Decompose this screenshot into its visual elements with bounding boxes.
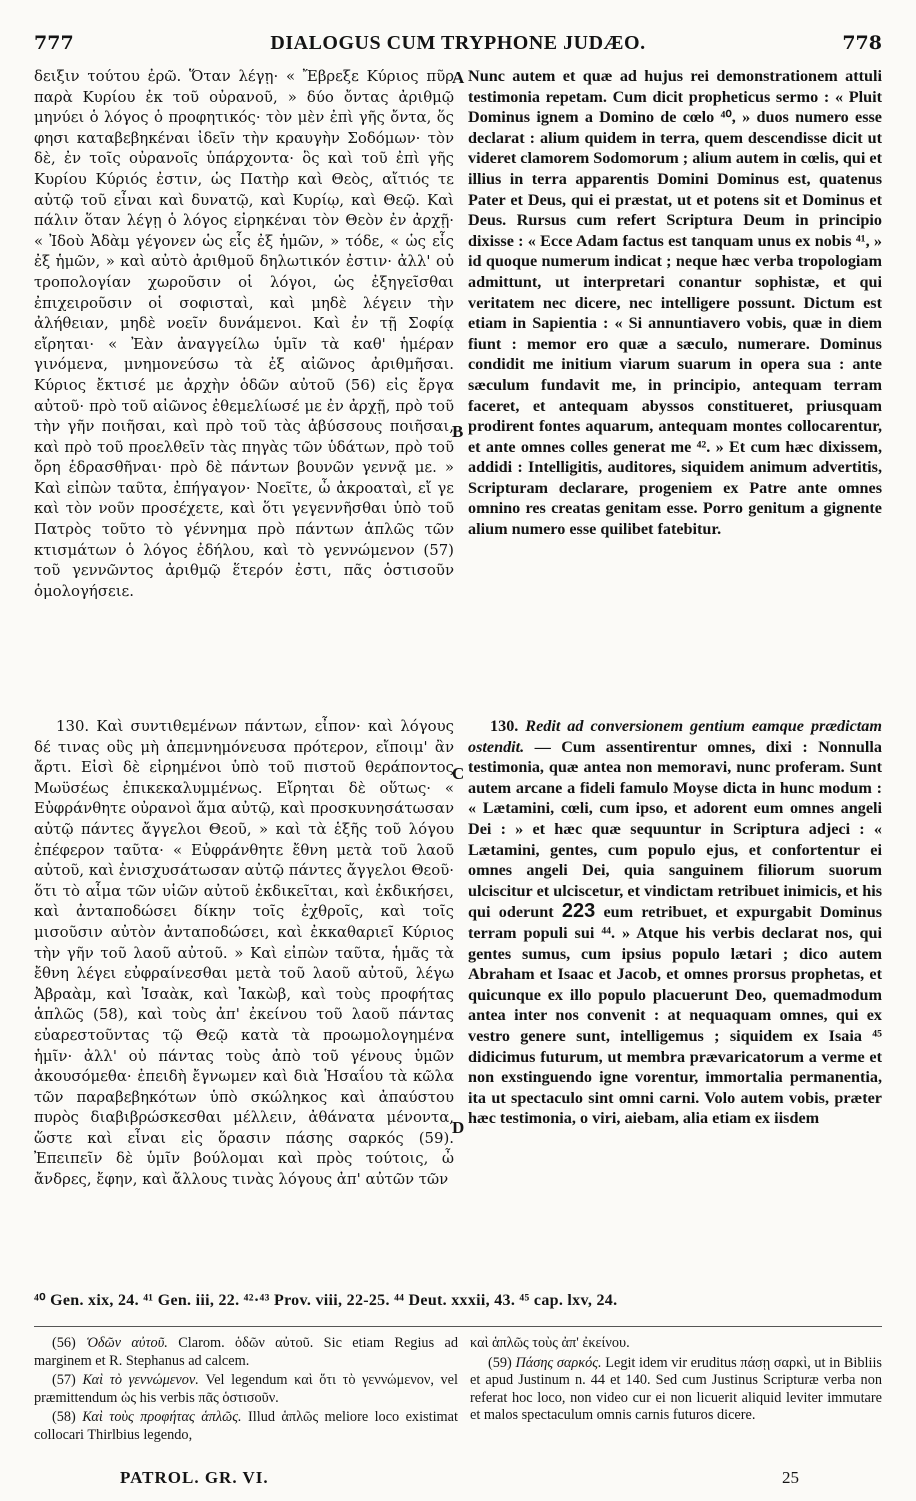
latin-text-part-b: eum retribuet, et expurgabit Dominus terram populi sui ⁴⁴. » Atque his verbis declarat nos, qui gentes sumus, cum ipsius populo lætari ; dico autem Abraham et Isaac et Jacob, et omnes prorsus prophetas, et quicunque ex illo populo placuerunt Deo, quemadmodum antea inter nos convenit : at nequaquam omnes, qui ex vestro genere sunt, intelligemus ; siquidem ex Isaia ⁴⁵ didicimus futurum, ut membra prævaricatorum a verme et non exstinguendo igne vorentur, immortalia permanentia, ita ut spectaculo sint omni carni. Volo autem vobis, præter hæc testimonia, o viri, aiebam, alia etiam ex iisdem — [468, 903, 882, 1128]
greek-paragraph-130: 130. Καὶ συντιθεμένων πάντων, εἶπον· καὶ λόγους δέ τινας οὓς μὴ ἀπεμνημόνευσα πρότερον, εἴποιμ' ἂν ἄρτι. Εἰσὶ δὲ εἰρημένοι ὑπὸ τοῦ πιστοῦ θεράποντος Μωϋσέως ἐπικεκαλυμμένως. Εἴρηται δὲ οὕτως· « Εὐφράνθητε οὐρανοὶ ἅμα αὐτῷ, καὶ προσκυνησάτωσαν αὐτῷ πάντες ἄγγελοι Θεοῦ, » καὶ τὰ ἑξῆς τοῦ λόγου ἐπέφερον ταῦτα· « Εὐφράνθητε ἔθνη μετὰ τοῦ λαοῦ αὐτοῦ, καὶ ἐνισχυσάτωσαν αὐτῷ πάντες ἄγγελοι Θεοῦ· ὅτι τὸ αἷμα τῶν υἱῶν αὐτοῦ ἐκδικεῖται, καὶ ἐκδικήσει, καὶ ἀνταποδώσει δίκην τοῖς ἐχθροῖς, καὶ τοῖς μισοῦσιν αὐτὸν ἀνταποδώσει, καὶ ἐκκαθαριεῖ Κύριος τὴν γῆν τοῦ λαοῦ αὐτοῦ. » Καὶ εἰπὼν ταῦτα, ἡμᾶς τὰ ἔθνη λέγει εὐφραίνεσθαι μετὰ τοῦ λαοῦ αὐτοῦ, λέγω Ἀβραὰμ, καὶ Ἰσαὰκ, καὶ Ἰακὼβ, καὶ τοὺς προφήτας ἁπλῶς (58), καὶ τοὺς ἀπ' ἐκείνου τοῦ λαοῦ πάντας εὐαρεστοῦντας τῷ Θεῷ κατὰ τὰ προωμολογημένα ἡμῖν· ἀλλ' οὐ πάντας τοὺς ἀπὸ τοῦ γένους ὑμῶν ἀκουσόμεθα· ἐπειδὴ ἔγνωμεν καὶ διὰ Ἡσαΐου τὰ κῶλα τῶν παραβεβηκότων ὑπὸ σκώληκος καὶ ἀπαύστου πυρὸς διαβιβρώσκεσθαι μέλλειν, ἀθάνατα μένοντα, ὥστε καὶ εἶναι εἰς ὅρασιν πάσης σαρκός (59). Ἐπειπεῖν δὲ ὑμῖν βούλομαι καὶ πρὸς τούτοις, ὦ ἄνδρες, ἔφην, καὶ ἄλλους τινὰς λόγους ἀπ' αὐτῶν τῶν — [34, 717, 454, 1189]
footnote-number: (56) — [52, 1335, 76, 1351]
footnote-text: Illud ἁπλῶς meliore loco existimat collocari Thirlbius legendo, — [34, 1409, 458, 1443]
greek-paragraph: δειξιν τούτου ἐρῶ. Ὅταν λέγῃ· « Ἔβρεξε Κύριος πῦρ παρὰ Κυρίου ἐκ τοῦ οὐρανοῦ, » δύο ὄντας ἀριθμῷ μηνύει ὁ λόγος ὁ προφητικός· τὸν μὲν ἐπὶ γῆς ὄντα, ὅς φησι καταβεβηκέναι ἰδεῖν τὴν κραυγὴν Σοδόμων· τὸν δὲ, ἐν τοῖς οὐρανοῖς ὑπάρχοντα· ὃς καὶ τοῦ ἐπὶ γῆς Κυρίου Κύριός ἐστιν, ὡς Πατὴρ καὶ Θεὸς, αἴτιός τε αὐτῷ τοῦ εἶναι καὶ δυνατῷ, καὶ Κυρίῳ, καὶ Θεῷ. Καὶ πάλιν ὅταν λέγῃ ὁ λόγος εἰρηκέναι τὸν Θεὸν ἐν ἀρχῇ· « Ἰδοὺ Ἀδὰμ γέγονεν ὡς εἷς ἐξ ἡμῶν, » τόδε, « ὡς εἷς ἐξ ἡμῶν, » καὶ αὐτὸ ἀριθμοῦ δηλωτικόν ἐστιν· ἀλλ' οὐ τροπολογίαν χωροῦσιν οἱ λόγοι, ὡς ἐξηγεῖσθαι ἐπιχειροῦσιν οἱ σοφισταὶ, καὶ μηδὲ λέγειν τὴν ἀλήθειαν, μηδὲ νοεῖν δυνάμενοι. Καὶ ἐν τῇ Σοφίᾳ εἴρηται· « Ἐὰν ἀναγγείλω ὑμῖν τὰ καθ' ἡμέραν γινόμενα, μνημονεύσω τὰ ἐξ αἰῶνος ἀριθμῆσαι. Κύριος ἔκτισέ με ἀρχὴν ὁδῶν αὐτοῦ (56) εἰς ἔργα αὐτοῦ· πρὸ τοῦ αἰῶνος ἐθεμελίωσέ με ἐν ἀρχῇ, πρὸ τοῦ τὴν γῆν ποιῆσαι, καὶ πρὸ τοῦ τὰς ἀβύσσους ποιῆσαι, καὶ πρὸ τοῦ προελθεῖν τὰς πηγὰς τῶν ὑδάτων, πρὸ τοῦ ὄρη ἑδρασθῆναι· πρὸ δὲ πάντων βουνῶν γεννᾷ με. » Καὶ εἰπὼν ταῦτα, ἐπήγαγον· Νοεῖτε, ὦ ἀκροαταὶ, εἴ γε καὶ τὸν νοῦν προσέχετε, καὶ ὅτι γεγεννῆσθαι ὑπὸ τοῦ Πατρὸς τοῦτο τὸ γέννημα πρὸ πάντων ἁπλῶς τῶν κτισμάτων ὁ λόγος ἐδήλου, καὶ τὸ γεννώμενον (57) τοῦ γεννῶντος ἀριθμῷ ἕτερόν ἐστι, πᾶς ὁστισοῦν ὁμολογήσειε. — [34, 67, 454, 600]
footnote-lemma: Πάσης σαρκός. — [515, 1354, 602, 1371]
volume-signature: PATROL. GR. VI. — [120, 1468, 269, 1487]
latin-paragraph: Nunc autem et quæ ad hujus rei demonstrationem attuli testimonia repetam. Cum dicit propheticus sermo : « Pluit Dominus ignem a Domino de cœlo ⁴⁰, » duos numero esse declarat : alium quidem in terra, quem descendisse dicit ut videret clamorem Sodomorum ; alium autem in cœlis, qui et illius in terra apparentis Domini Dominus est, quatenus Pater et Deus, qui ei præstat, ut et potens sit et Dominus et Deus. Rursus cum refert Scriptura Deum in principio dixisse : « Ecce Adam factus est tanquam unus ex nobis ⁴¹, » id quoque numerum indicat ; neque hæc verba tropologiam admittunt, ut interpretari conantur sophistæ, et qui veritatem nec dicere, nec intelligere possunt. Dictum est etiam in Sapientia : « Si annuntiavero vobis, quæ in diem fiunt : memor ero quæ a sæculo, numerare. Dominus condidit me initium viarum suarum in opera sua : ante sæculum fundavit me, in principio, antequam terram faceret, et antequam abyssos constitueret, priusquam prodirent fontes aquarum, antequam montes collocarentur, et ante omnes colles generat me ⁴². » Et cum hæc dixissem, addidi : Intelligitis, auditores, siquidem animum advertitis, Scripturam declarare, progeniem ex Patre ante omnes omnino res creatas genitam esse. Porro genitum a gignente alium numero esse quilibet fatebitur. — [468, 67, 882, 539]
column-number: 223 — [561, 900, 596, 923]
footnote-lemma: Καὶ τὸ γεννώμενον. — [82, 1372, 199, 1389]
latin-column-section-2 — [468, 716, 882, 1135]
running-title: DIALOGUS CUM TRYPHONE JUDÆO. — [270, 32, 646, 54]
footnote-text: Vel legendum καὶ ὅτι τὸ γεννώμενον, vel præmittendum ὡς his verbis πᾶς ὁστισοῦν. — [34, 1372, 458, 1406]
footnote-divider — [34, 1326, 882, 1327]
gathering-number: 25 — [782, 1468, 799, 1487]
page-header — [34, 12, 882, 52]
margin-marker-d: D — [452, 1118, 465, 1137]
footnote-58 — [34, 1409, 458, 1444]
latin-text-part-a: — Cum assentirentur omnes, dixi : Nonnulla testimonia, quæ antea non memoravi, nunc proferam. Sunt autem arcane a fideli famulo Moyse dicta in hunc modum : « Lætamini, cœli, cum ipso, et adorent eum omnes angeli Dei : » et hæc quæ sequuntur in Scriptura adjeci : « Lætamini, gentes, cum populo ejus, et confortentur ei omnes angeli Dei, quia sanguinem filiorum suorum ulciscitur et ulciscetur, et vindictam retribuet inimicis, et his qui oderunt — [468, 737, 882, 922]
footnotes-right — [470, 1335, 882, 1427]
footnote-number: (59) — [488, 1354, 512, 1371]
latin-column-section-1 — [468, 66, 882, 546]
margin-marker-a: A — [452, 68, 465, 87]
footnote-number: (58) — [52, 1409, 76, 1426]
footnote-text: Clarom. ὁδῶν αὐτοῦ. Sic etiam Regius ad marginem et R. Stephanus ad calcem. — [34, 1335, 459, 1369]
footnote-59 — [470, 1355, 882, 1425]
margin-marker-c: C — [452, 764, 465, 783]
scripture-references: ⁴⁰ Gen. xix, 24. ⁴¹ Gen. iii, 22. ⁴²·⁴³ Prov. viii, 22-25. ⁴⁴ Deut. xxxii, 43. ⁴⁵ cap. lxv, 24. — [34, 1292, 618, 1309]
footnotes-left — [34, 1335, 458, 1447]
margin-marker-b: B — [452, 422, 464, 441]
page-number-left: 777 — [34, 32, 74, 54]
section-heading: Redit ad conversionem gentium eamque prædictam ostendit. — [468, 717, 882, 756]
footnote-number: (57) — [52, 1372, 76, 1389]
footnote-58-continued: καὶ ἁπλῶς τοὺς ἀπ' ἐκείνου. — [470, 1335, 630, 1351]
footnote-text: Legit idem vir eruditus πάσῃ σαρκὶ, ut in Bibliis et apud Justinum n. 44 et 140. Sed cum Justinus Scripturæ verba non referat hoc loco, non video cur ei non licuerit aliquid leviter immutare et malos spectaculum omnis carnis futuros dicere. — [470, 1354, 882, 1424]
greek-column-section-2 — [34, 716, 454, 1196]
footnote-lemma: Ὁδῶν αὐτοῦ. — [86, 1335, 168, 1351]
greek-column-section-1 — [34, 66, 454, 607]
page-number-right: 778 — [842, 32, 882, 54]
section-number: 130. — [490, 717, 519, 735]
footnote-lemma: Καὶ τοὺς προφήτας ἁπλῶς. — [82, 1409, 242, 1426]
latin-paragraph-130 — [468, 716, 882, 1129]
footnote-56 — [34, 1335, 458, 1370]
footnote-57 — [34, 1372, 458, 1407]
